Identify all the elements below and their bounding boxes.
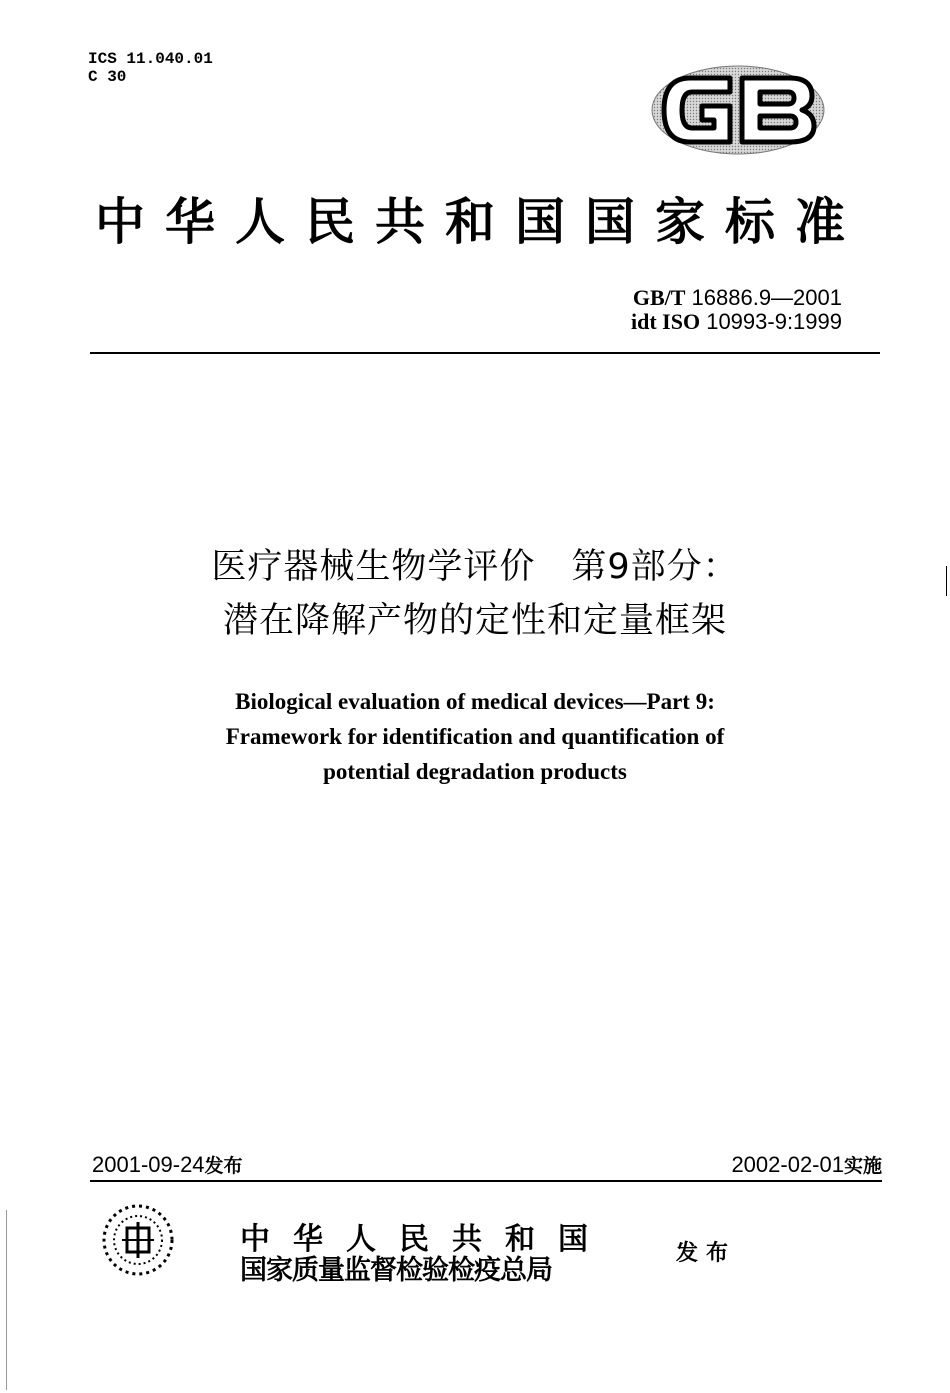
standard-code-block: [631, 286, 842, 334]
footer-divider: [90, 1180, 882, 1182]
standard-number-value: 16886.9—2001: [691, 285, 842, 310]
implementation-date-label: 实施: [843, 1155, 882, 1177]
publisher-issued-label: 发布: [676, 1240, 737, 1266]
publisher-line1: 中华人民共和国: [240, 1222, 611, 1257]
gb-logo-icon: [650, 64, 826, 156]
title-english-line1: Biological evaluation of medical devices—Part 9:: [235, 689, 715, 714]
identical-standard-value: 10993-9:1999: [706, 309, 842, 334]
title-chinese: [0, 540, 950, 648]
issue-date-value: 2001-09-24: [92, 1152, 205, 1177]
issue-date-label: 发布: [204, 1155, 243, 1177]
publisher-line2: 国家质量监督检验检疫总局: [240, 1255, 552, 1286]
title-english-line3: potential degradation products: [323, 759, 627, 784]
aqsiq-seal-icon: [100, 1202, 176, 1278]
scan-edge-mark: [946, 566, 947, 596]
standard-number: [631, 286, 842, 310]
identical-standard: [631, 310, 842, 334]
implementation-date-value: 2002-02-01: [731, 1152, 844, 1177]
title-chinese-line2: 潜在降解产物的定性和定量框架: [222, 601, 727, 641]
identical-standard-prefix: idt ISO: [630, 309, 701, 334]
ics-code: ICS 11.040.01: [88, 50, 213, 68]
title-english-line2: Framework for identification and quantification of: [225, 724, 725, 749]
header-divider: [90, 352, 880, 354]
title-chinese-line1: 医疗器械生物学评价 第9部分：: [211, 547, 739, 587]
ccs-code: C 30: [88, 68, 127, 86]
issue-date: [92, 1152, 243, 1179]
national-standard-heading: 中华人民共和国国家标准: [95, 192, 865, 251]
title-english: [0, 684, 950, 789]
implementation-date: [731, 1152, 882, 1179]
standard-number-prefix: GB/T: [632, 285, 686, 310]
scan-edge-mark: [6, 1210, 7, 1390]
classification-codes: [88, 50, 213, 86]
